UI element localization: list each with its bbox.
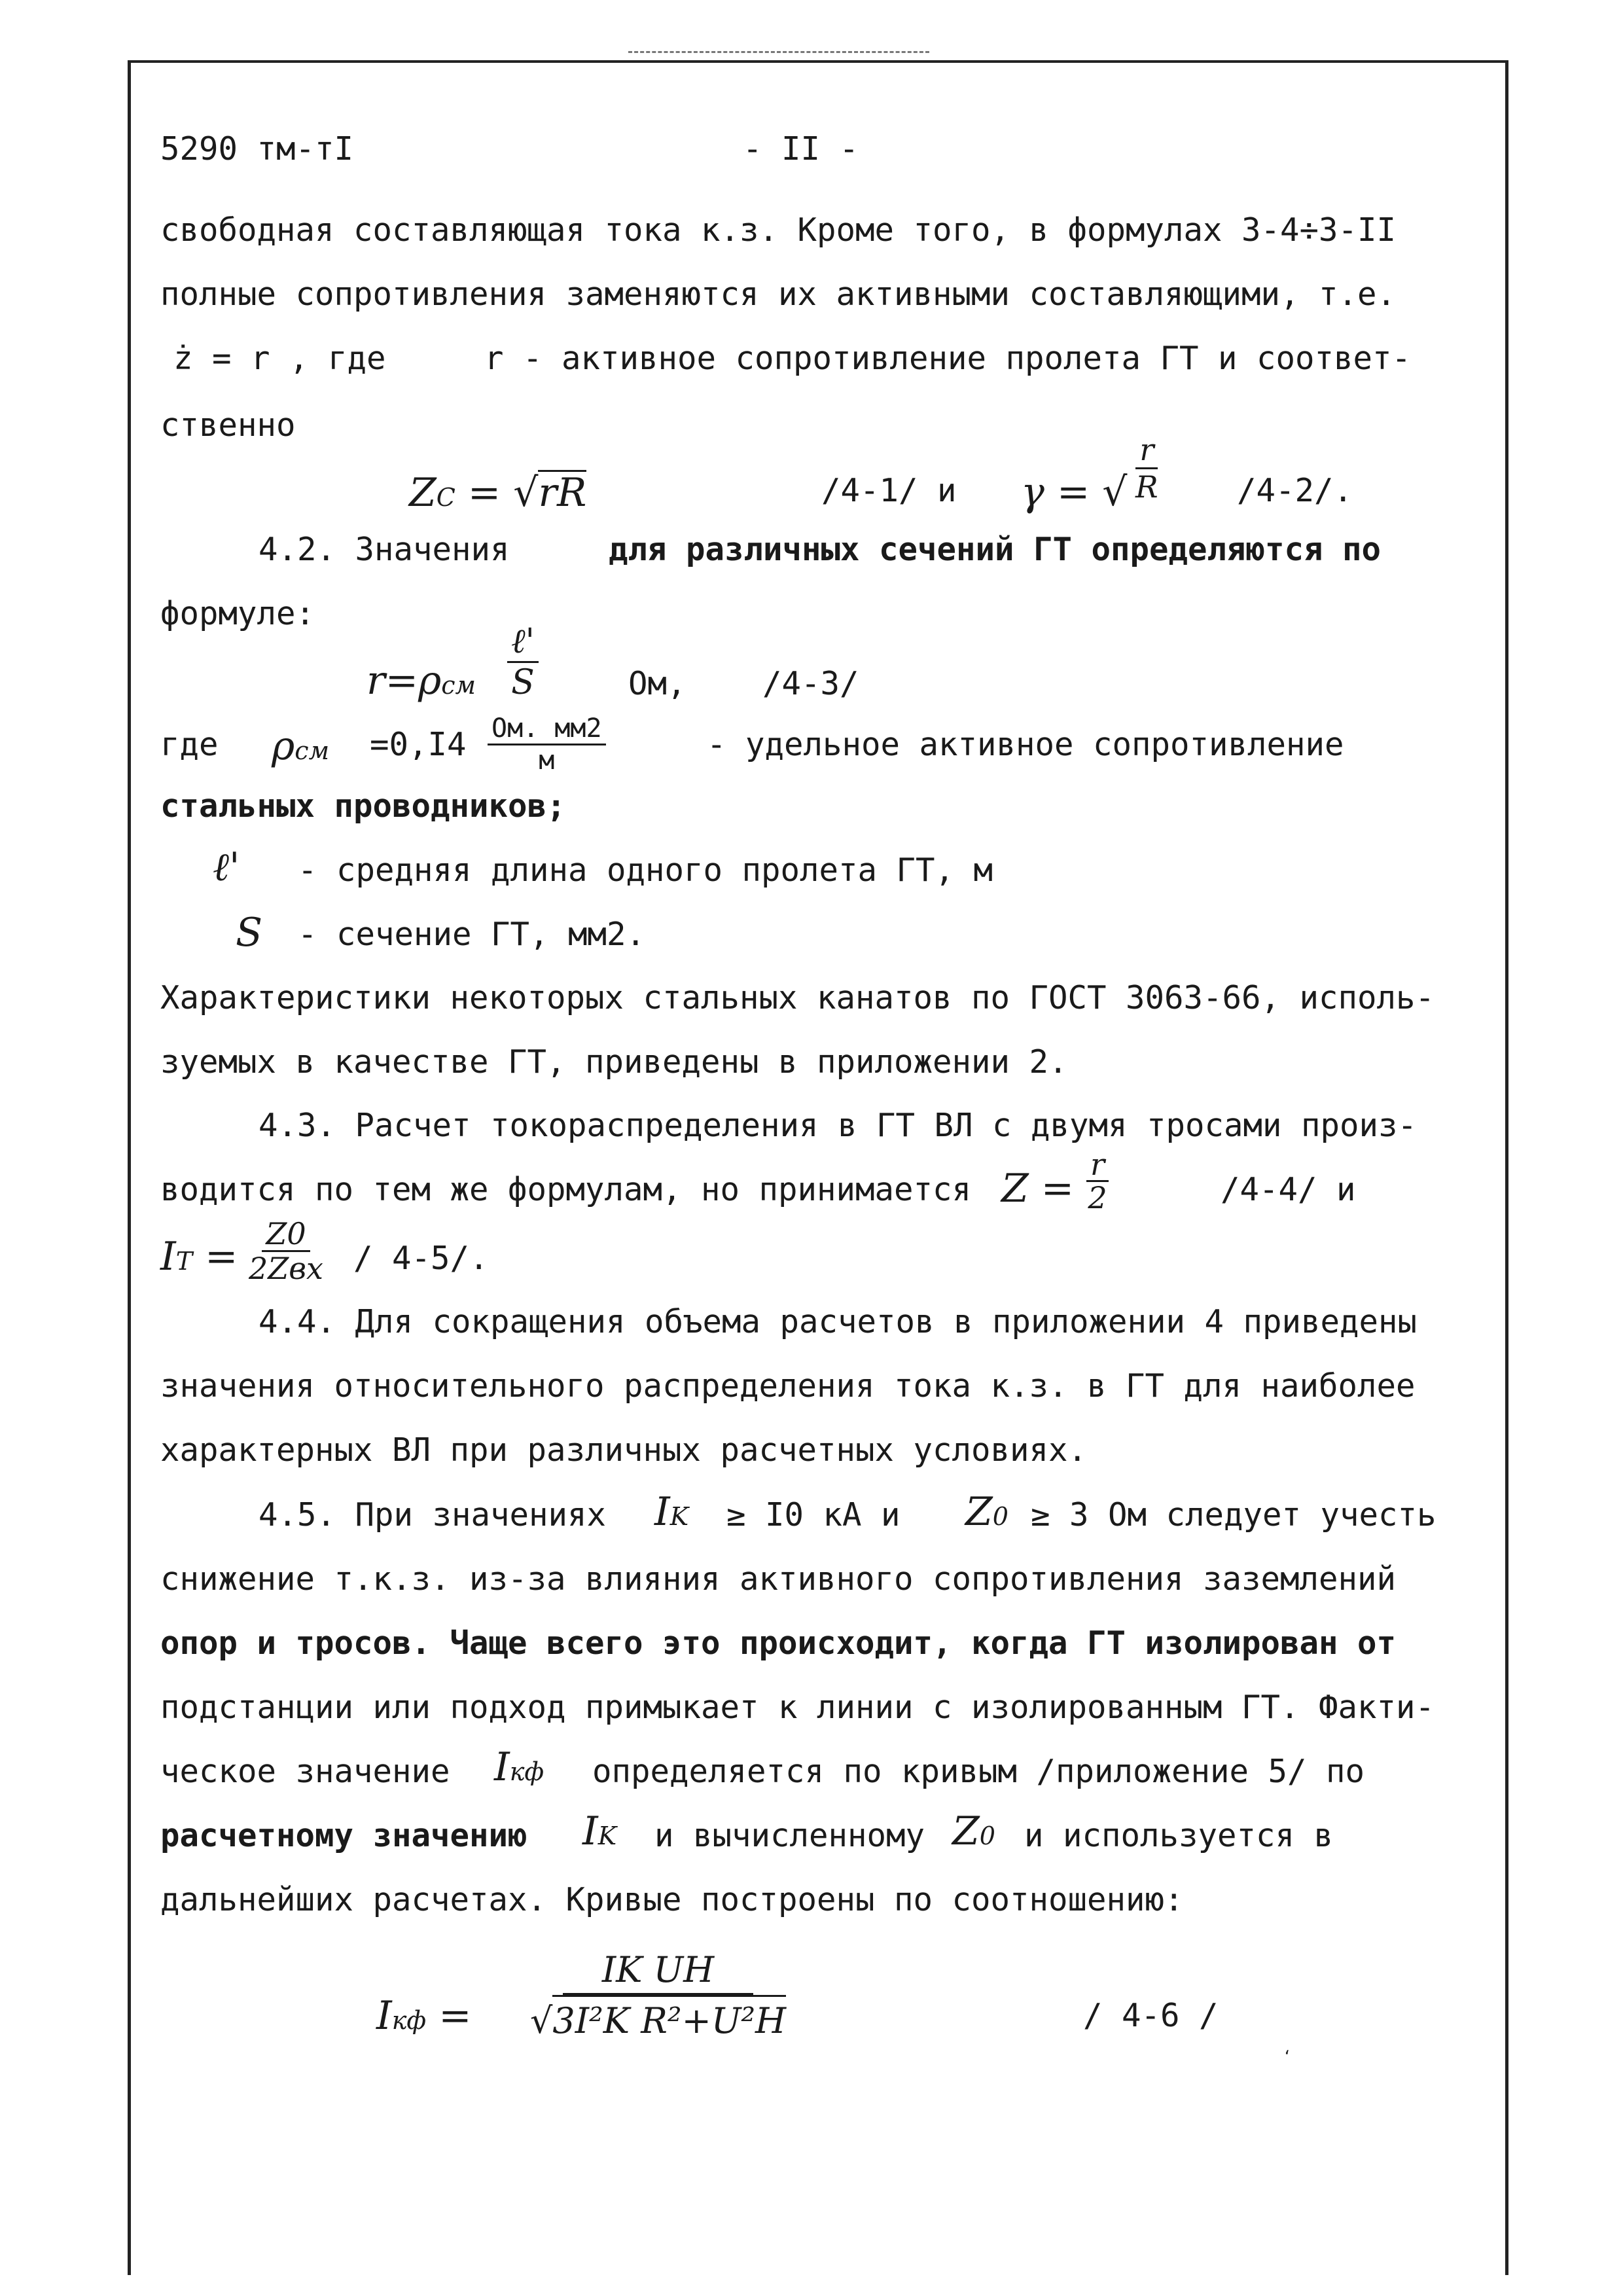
rho-value: =0,I4 xyxy=(370,726,467,763)
formula-4-1: ZC = √rR xyxy=(409,470,587,516)
text-line: ственно xyxy=(160,406,296,444)
formula-4-6-lhs: Iкф = xyxy=(376,1993,472,2039)
text-line: расчетному значению xyxy=(160,1817,527,1854)
doc-code: 5290 тм-тI xyxy=(160,130,354,168)
ik-symbol: IK xyxy=(654,1489,689,1535)
text-line: полные сопротивления заменяются их активными составляющими, т.е. xyxy=(160,276,1397,313)
text-line: ż = r , где xyxy=(173,340,386,377)
text-line: и используется в xyxy=(1024,1817,1334,1854)
text-line: стальных проводников; xyxy=(160,787,566,825)
text-line: определяется по кривым /приложение 5/ по xyxy=(592,1753,1365,1790)
text-line: формуле: xyxy=(160,595,315,632)
page-frame xyxy=(128,60,1508,2275)
text-line: r - активное сопротивление пролета ГТ и соответ- xyxy=(484,340,1412,377)
text-line: подстанции или подход примыкает к линии с изолированным ГТ. Факти- xyxy=(160,1689,1435,1726)
formula-4-2-lhs: γ = √ xyxy=(1021,469,1128,515)
section-heading: 4.2. Значения xyxy=(259,531,510,568)
text-line: дальнейших расчетах. Кривые построены по соотношению: xyxy=(160,1881,1184,1918)
text-line: Характеристики некоторых стальных канатов по ГОСТ 3063-66, исполь- xyxy=(160,979,1435,1016)
rho-unit: Ом. мм2 м xyxy=(488,713,606,776)
text-line: 4.5. При значениях xyxy=(259,1496,607,1534)
formula-4-3-unit: Ом, xyxy=(628,665,687,702)
z0-symbol: Z0 xyxy=(952,1808,995,1854)
stray-mark: ʻ xyxy=(1283,2049,1292,2065)
formula-4-4: Z = xyxy=(1001,1166,1075,1211)
formula-4-4-fraction: $\frac{r}{2}$ xyxy=(1086,1149,1109,1213)
formula-ref-4-3: /4-3/ xyxy=(762,665,859,702)
formula-4-2-fraction: $\frac{r}{R}$ xyxy=(1135,432,1158,505)
top-edge-mark xyxy=(628,51,929,53)
s-symbol: S xyxy=(236,910,263,956)
text-line: водится по тем же формулам, но принимается xyxy=(160,1171,972,1208)
l-symbol: ℓ' xyxy=(213,844,240,890)
formula-ref-4-1: /4-1/ и xyxy=(821,472,957,509)
text-line: - средняя длина одного пролета ГТ, м xyxy=(298,852,993,889)
text-line: где xyxy=(160,726,219,763)
text-line: снижение т.к.з. из-за влияния активного сопротивления заземлений xyxy=(160,1560,1397,1598)
ik-symbol: IK xyxy=(582,1808,617,1854)
formula-4-3-fraction: ℓ' S xyxy=(507,622,539,702)
text-line: - удельное активное сопротивление xyxy=(707,726,1344,763)
formula-4-5-fraction: Z0 2Zвх xyxy=(249,1216,323,1286)
text-line: значения относительного распределения тока к.з. в ГТ для наиболее xyxy=(160,1367,1416,1405)
formula-ref-4-2: /4-2/. xyxy=(1237,472,1353,509)
text-line: - сечение ГТ, мм2. xyxy=(298,916,646,953)
text-line: ≥ 3 Ом следует учесть xyxy=(1031,1496,1436,1534)
page-number: - II - xyxy=(743,130,859,168)
text-line: ческое значение xyxy=(160,1753,450,1790)
text-line: и вычисленному xyxy=(654,1817,925,1854)
formula-ref-4-4: /4-4/ и xyxy=(1221,1171,1356,1208)
formula-4-3: r=ρсм xyxy=(366,658,476,704)
ikf-symbol: Iкф xyxy=(494,1744,544,1790)
formula-4-6-fraction: $\frac{\text{IK UH}}{\text{√3I²K R²+U²H}}$ xyxy=(530,1947,786,2044)
text-line: опор и тросов. Чаще всего это происходит, когда ГТ изолирован от xyxy=(160,1624,1397,1662)
text-line: для различных сечений ГТ определяются по xyxy=(609,531,1382,568)
formula-4-5-lhs: IT = xyxy=(160,1234,238,1280)
z0-symbol: Z0 xyxy=(965,1489,1008,1535)
text-line: свободная составляющая тока к.з. Кроме того, в формулах 3-4÷3-II xyxy=(160,211,1397,249)
text-line: ≥ I0 кА и xyxy=(726,1496,901,1534)
text-line: характерных ВЛ при различных расчетных условиях. xyxy=(160,1431,1088,1469)
rho-symbol: ρсм xyxy=(272,723,330,769)
text-line: 4.4. Для сокращения объема расчетов в приложении 4 приведены xyxy=(259,1303,1418,1340)
text-line: зуемых в качестве ГТ, приведены в приложении 2. xyxy=(160,1043,1068,1081)
text-line: 4.3. Расчет токораспределения в ГТ ВЛ с двумя тросами произ- xyxy=(259,1107,1418,1144)
formula-ref-4-6: / 4-6 / xyxy=(1083,1997,1219,2034)
formula-ref-4-5: / 4-5/. xyxy=(353,1240,489,1277)
